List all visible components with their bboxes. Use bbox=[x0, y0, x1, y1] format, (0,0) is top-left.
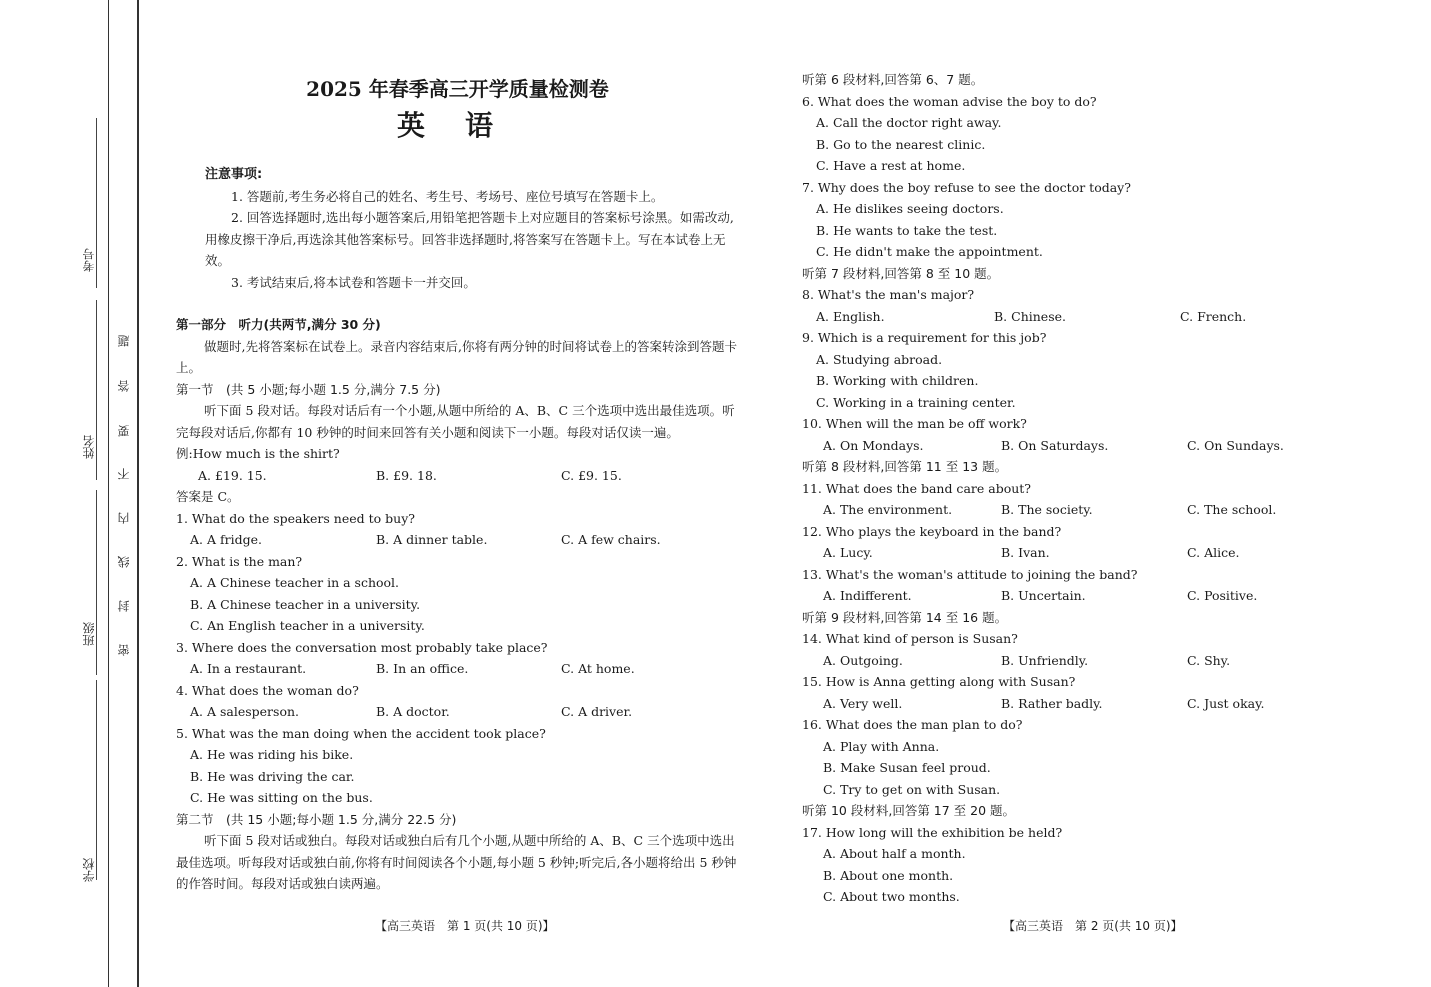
material-heading: 听第 6 段材料,回答第 6、7 题。 bbox=[802, 72, 984, 87]
question: 15. How is Anna getting along with Susan? bbox=[802, 674, 1076, 689]
option: A. Studying abroad. bbox=[816, 351, 943, 367]
question: 12. Who plays the keyboard in the band? bbox=[802, 523, 1062, 539]
option: B. He wants to take the test. bbox=[816, 222, 998, 238]
option: A. £19. 15. bbox=[198, 467, 267, 483]
option: A. On Mondays. bbox=[823, 437, 924, 453]
note-item: 2. 回答选择题时,选出每小题答案后,用铅笔把答题卡上对应题目的答案标号涂黑。如需改动,用橡皮擦干净后,再选涂其他答案标号。回答非选择题时,将答案写在答题卡上。写在本试卷上无效。 bbox=[205, 210, 734, 269]
question: 11. What does the band care about? bbox=[802, 480, 1031, 496]
options bbox=[802, 435, 1362, 457]
option: C. He was sitting on the bus. bbox=[190, 790, 373, 805]
seal-char: 答 bbox=[117, 380, 131, 392]
option: B. A doctor. bbox=[376, 704, 450, 719]
option: C. Alice. bbox=[1187, 545, 1240, 560]
options bbox=[802, 542, 1362, 564]
option: C. £9. 15. bbox=[561, 467, 622, 483]
question: 3. Where does the conversation most probably take place? bbox=[176, 639, 548, 655]
option: B. Unfriendly. bbox=[1001, 652, 1089, 668]
notes-heading: 注意事项: bbox=[205, 167, 263, 182]
binding-line-outer bbox=[108, 0, 109, 987]
option: A. In a restaurant. bbox=[190, 661, 307, 676]
option: B. Ivan. bbox=[1001, 545, 1050, 560]
option: C. Working in a training center. bbox=[816, 394, 1016, 410]
option: A. He dislikes seeing doctors. bbox=[816, 201, 1004, 216]
option: A. A Chinese teacher in a school. bbox=[190, 575, 400, 590]
question: 8. What's the man's major? bbox=[802, 287, 975, 302]
option: A. Indifferent. bbox=[823, 588, 912, 603]
options bbox=[176, 701, 746, 723]
option: B. A Chinese teacher in a university. bbox=[190, 596, 421, 612]
option: B. A dinner table. bbox=[376, 532, 488, 547]
option: A. A fridge. bbox=[190, 532, 262, 547]
question: 16. What does the man plan to do? bbox=[802, 717, 1023, 732]
option: B. £9. 18. bbox=[376, 467, 437, 483]
options bbox=[802, 306, 1362, 328]
option: C. Just okay. bbox=[1187, 695, 1265, 711]
label-kaohao: 考号 bbox=[82, 248, 96, 272]
option: A. Outgoing. bbox=[823, 652, 903, 668]
label-xuexiao: 学校 bbox=[82, 858, 96, 882]
example-answer: 答案是 C。 bbox=[176, 489, 240, 504]
option: C. At home. bbox=[561, 661, 635, 676]
material-heading: 听第 9 段材料,回答第 14 至 16 题。 bbox=[802, 609, 1008, 625]
xuexiao-blank bbox=[96, 680, 97, 880]
seal-char: 线 bbox=[117, 556, 131, 568]
seal-char: 不 bbox=[117, 468, 131, 480]
option: C. Shy. bbox=[1187, 652, 1231, 668]
left-column bbox=[176, 314, 746, 895]
options bbox=[802, 693, 1362, 715]
option: C. A driver. bbox=[561, 704, 633, 719]
question: 5. What was the man doing when the accident took place? bbox=[176, 725, 546, 741]
option: B. Uncertain. bbox=[1001, 588, 1086, 603]
part1-intro: 做题时,先将答案标在试卷上。录音内容结束后,你将有两分钟的时间将试卷上的答案转涂到答题卡上。 bbox=[176, 338, 737, 375]
question: 17. How long will the exhibition be held? bbox=[802, 824, 1063, 840]
seal-char: 内 bbox=[117, 512, 131, 524]
seal-char: 要 bbox=[117, 425, 131, 437]
material-heading: 听第 10 段材料,回答第 17 至 20 题。 bbox=[802, 803, 1016, 818]
option: B. About one month. bbox=[823, 867, 954, 883]
page-footer-left: 【高三英语 第 1 页(共 10 页)】 bbox=[375, 919, 555, 933]
question: 13. What's the woman's attitude to joining the band? bbox=[802, 566, 1138, 582]
material-heading: 听第 8 段材料,回答第 11 至 13 题。 bbox=[802, 459, 1008, 474]
option: C. Positive. bbox=[1187, 588, 1258, 603]
question: 2. What is the man? bbox=[176, 553, 303, 569]
options bbox=[176, 529, 746, 551]
xingming-blank bbox=[96, 300, 97, 480]
option: A. About half a month. bbox=[823, 846, 966, 861]
question: 9. Which is a requirement for this job? bbox=[802, 330, 1047, 345]
option: C. An English teacher in a university. bbox=[190, 618, 425, 633]
question: 4. What does the woman do? bbox=[176, 682, 359, 698]
material-heading: 听第 7 段材料,回答第 8 至 10 题。 bbox=[802, 265, 1000, 281]
option: B. Working with children. bbox=[816, 373, 979, 388]
option: A. Call the doctor right away. bbox=[816, 115, 1002, 130]
option: C. The school. bbox=[1187, 502, 1277, 517]
example-question: 例:How much is the shirt? bbox=[176, 446, 340, 461]
banji-blank bbox=[96, 490, 97, 675]
example-options bbox=[176, 465, 746, 487]
question: 1. What do the speakers need to buy? bbox=[176, 510, 415, 526]
option: C. About two months. bbox=[823, 889, 960, 904]
part1-heading: 第一部分 听力(共两节,满分 30 分) bbox=[176, 317, 381, 332]
option: A. A salesperson. bbox=[190, 704, 299, 719]
option: A. He was riding his bike. bbox=[190, 747, 354, 762]
options bbox=[802, 499, 1362, 521]
label-banji: 班级 bbox=[82, 622, 96, 646]
seal-char: 题 bbox=[117, 335, 131, 347]
section1-intro: 听下面 5 段对话。每段对话后有一个小题,从题中所给的 A、B、C 三个选项中选出最佳选项。听完每段对话后,你都有 10 秒钟的时间来回答有关小题和阅读下一小题。每段对话仅读一遍。 bbox=[176, 403, 735, 440]
subject-title: 英语 bbox=[396, 109, 533, 142]
options bbox=[176, 658, 746, 680]
option: B. The society. bbox=[1001, 502, 1093, 517]
option: B. Chinese. bbox=[994, 308, 1066, 324]
question: 10. When will the man be off work? bbox=[802, 416, 1027, 431]
option: A. Lucy. bbox=[823, 545, 873, 560]
option: B. Make Susan feel proud. bbox=[823, 760, 991, 775]
option: C. Try to get on with Susan. bbox=[823, 781, 1001, 797]
section1-heading: 第一节 (共 5 小题;每小题 1.5 分,满分 7.5 分) bbox=[176, 381, 441, 397]
seal-char: 密 bbox=[117, 644, 131, 656]
seal-char: 封 bbox=[117, 600, 131, 612]
note-item: 3. 考试结束后,将本试卷和答题卡一并交回。 bbox=[231, 274, 476, 290]
binding-line-inner bbox=[137, 0, 139, 987]
question: 14. What kind of person is Susan? bbox=[802, 631, 1018, 646]
option: C. French. bbox=[1180, 308, 1247, 324]
option: A. Play with Anna. bbox=[823, 738, 940, 754]
option: A. Very well. bbox=[823, 695, 903, 711]
options bbox=[802, 585, 1362, 607]
notes-block bbox=[205, 164, 745, 294]
option: B. He was driving the car. bbox=[190, 768, 355, 784]
option: B. In an office. bbox=[376, 661, 469, 676]
label-xingming: 姓名 bbox=[82, 435, 96, 459]
option: B. Rather badly. bbox=[1001, 695, 1103, 711]
option: C. He didn't make the appointment. bbox=[816, 244, 1043, 259]
option: C. Have a rest at home. bbox=[816, 158, 966, 173]
exam-title: 2025 年春季高三开学质量检测卷 bbox=[306, 77, 609, 101]
question: 6. What does the woman advise the boy to do? bbox=[802, 93, 1097, 109]
section2-intro: 听下面 5 段对话或独白。每段对话或独白后有几个小题,从题中所给的 A、B、C 三个选项中选出最佳选项。听每段对话或独白前,你将有时间阅读各个小题,每小题 5 秒钟;听完后,各小题将给出 5 秒钟的作答时间。每段对话或独白读两遍。 bbox=[176, 833, 737, 891]
option: C. A few chairs. bbox=[561, 532, 661, 547]
option: A. The environment. bbox=[823, 502, 953, 517]
options bbox=[802, 650, 1362, 672]
section2-heading: 第二节 (共 15 小题;每小题 1.5 分,满分 22.5 分) bbox=[176, 811, 457, 827]
option: A. English. bbox=[816, 308, 885, 324]
right-column bbox=[802, 69, 1362, 908]
page-footer-right: 【高三英语 第 2 页(共 10 页)】 bbox=[1003, 919, 1183, 933]
option: C. On Sundays. bbox=[1187, 437, 1284, 453]
option: B. On Saturdays. bbox=[1001, 437, 1109, 453]
note-item: 1. 答题前,考生务必将自己的姓名、考生号、考场号、座位号填写在答题卡上。 bbox=[231, 188, 664, 204]
option: B. Go to the nearest clinic. bbox=[816, 136, 986, 152]
question: 7. Why does the boy refuse to see the doctor today? bbox=[802, 179, 1131, 195]
